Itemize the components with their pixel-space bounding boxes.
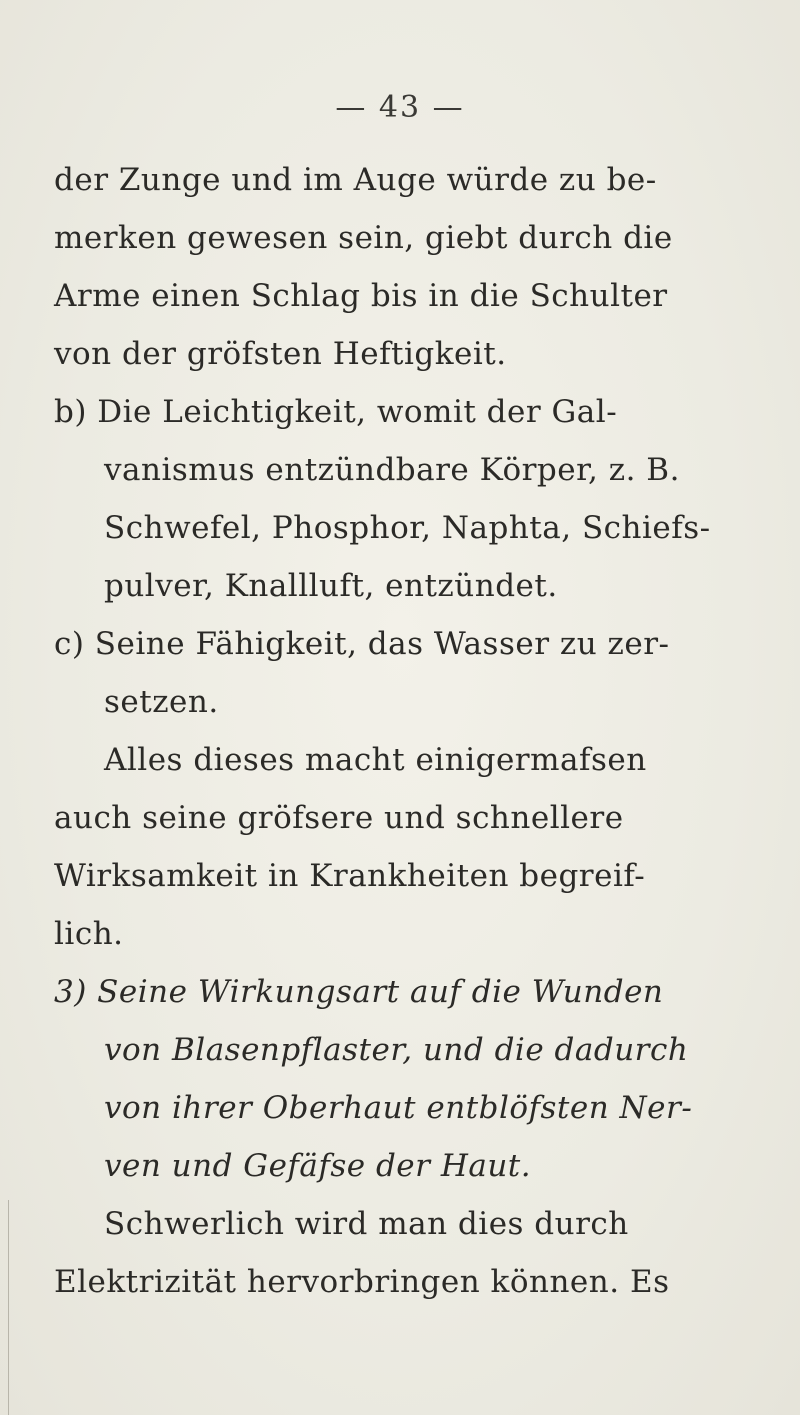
text-line-8: pulver, Knallluft, entzündet. — [104, 568, 558, 604]
text-line-1: der Zunge und im Auge würde zu be- — [54, 162, 657, 198]
text-line-20: Elektrizität hervorbringen können. Es — [54, 1264, 670, 1300]
text-line-11: Alles dieses macht einigermafsen — [104, 742, 647, 778]
page-edge-line — [8, 1200, 9, 1415]
text-line-10: setzen. — [104, 684, 219, 720]
text-line-13: Wirksamkeit in Krankheiten begreif- — [54, 858, 646, 894]
text-line-18: ven und Gefäfse der Haut. — [104, 1148, 532, 1184]
text-line-3: Arme einen Schlag bis in die Schulter — [54, 278, 668, 314]
text-line-5: b) Die Leichtigkeit, womit der Gal- — [54, 394, 618, 430]
text-line-9: c) Seine Fähigkeit, das Wasser zu zer- — [54, 626, 670, 662]
text-line-15: 3) Seine Wirkungsart auf die Wunden — [54, 974, 664, 1010]
text-line-19: Schwerlich wird man dies durch — [104, 1206, 629, 1242]
text-line-2: merken gewesen sein, giebt durch die — [54, 220, 673, 256]
page-number-header: — 43 — — [335, 90, 465, 125]
text-line-12: auch seine gröfsere und schnellere — [54, 800, 624, 836]
text-line-16: von Blasenpflaster, und die dadurch — [104, 1032, 689, 1068]
text-line-14: lich. — [54, 916, 124, 952]
text-line-7: Schwefel, Phosphor, Naphta, Schiefs- — [104, 510, 711, 546]
text-line-4: von der gröfsten Heftigkeit. — [54, 336, 507, 372]
text-line-17: von ihrer Oberhaut entblöfsten Ner- — [104, 1090, 693, 1126]
text-line-6: vanismus entzündbare Körper, z. B. — [104, 452, 680, 488]
